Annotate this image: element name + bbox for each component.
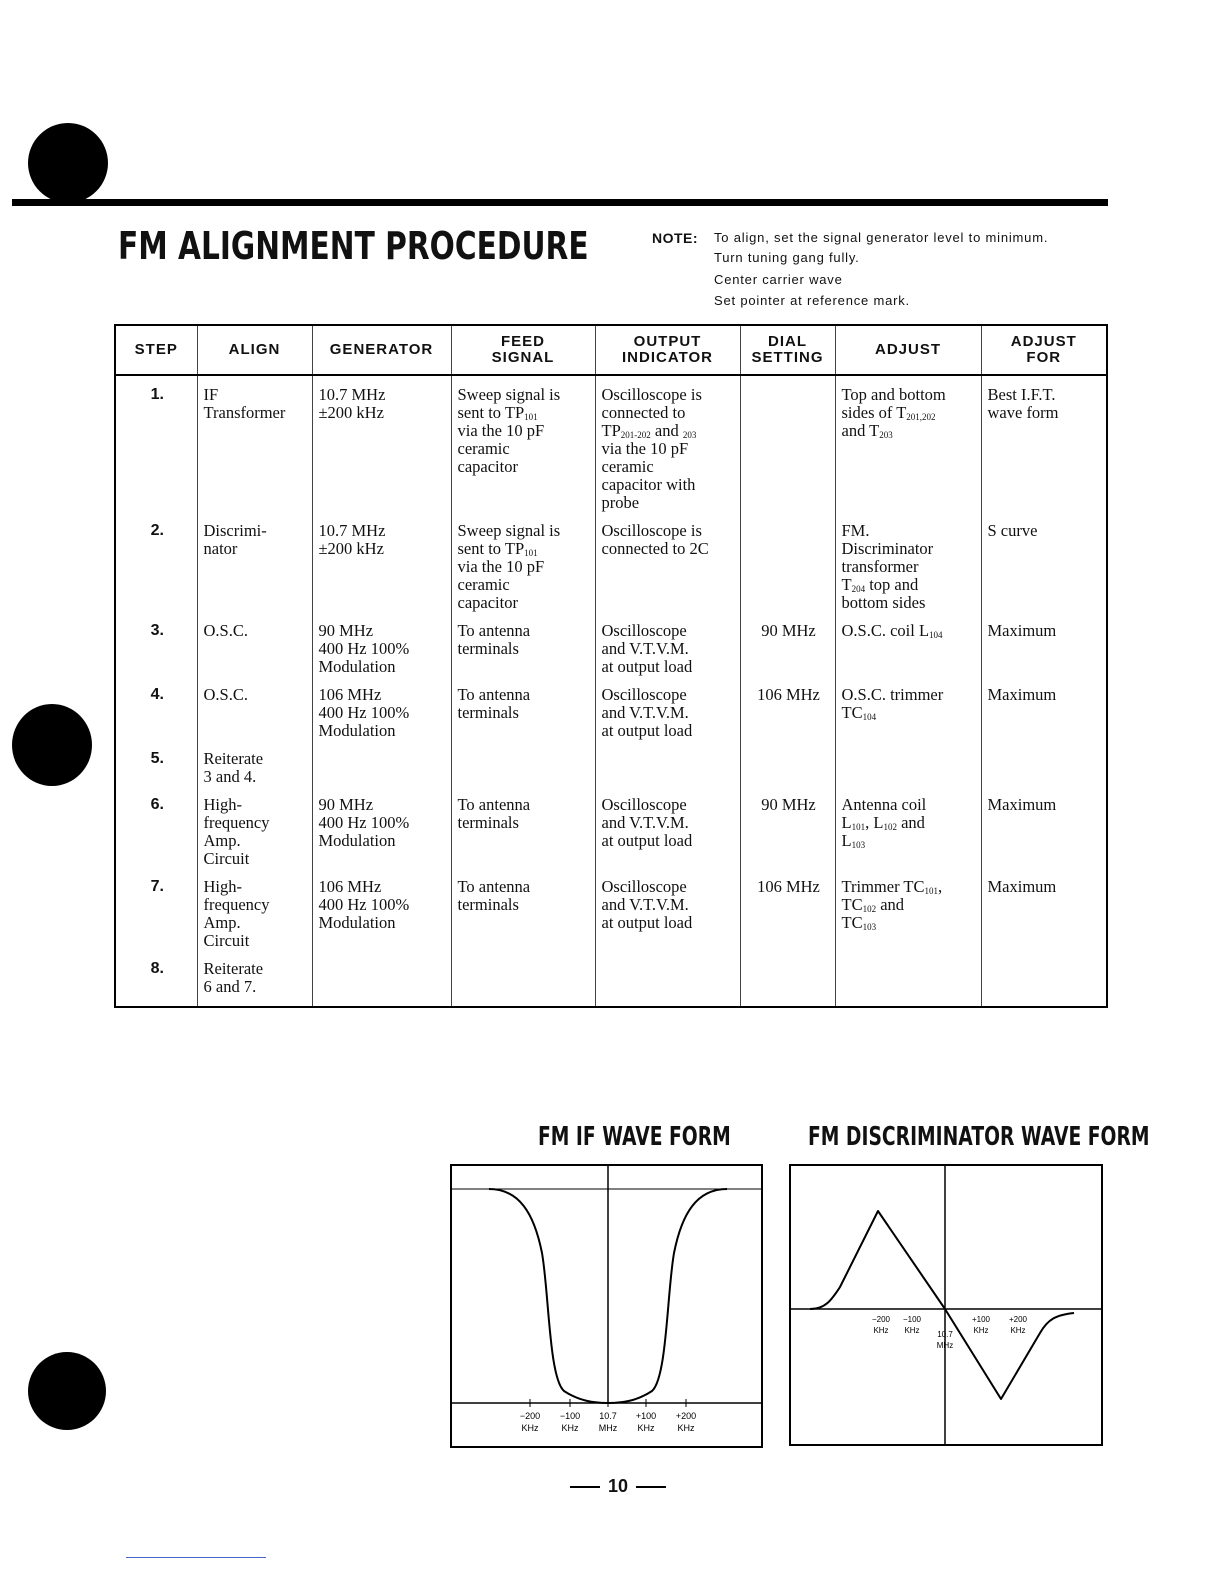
step-cell: 5. <box>150 750 164 767</box>
note-line: Center carrier wave <box>714 272 843 287</box>
generator-cell <box>312 960 451 1007</box>
table-row <box>115 522 1107 622</box>
disc-wave-tick-label: −100 <box>902 1315 922 1324</box>
generator-cell: 106 MHz 400 Hz 100% Modulation <box>312 686 451 750</box>
output-indicator-cell: Oscilloscope and V.T.V.M. at output load <box>595 622 740 686</box>
table-row <box>115 622 1107 686</box>
if-wave-tick-label: −200 <box>519 1411 541 1421</box>
adjust-for-cell: S curve <box>981 522 1107 622</box>
disc-wave-tick-label: +200 <box>1008 1315 1028 1324</box>
adjust-cell: Top and bottom sides of $T_{201,202}$ and $T_{203}$ <box>835 375 981 522</box>
feed-signal-cell: To antenna terminals <box>451 686 595 750</box>
dial-setting-cell: 90 MHz <box>740 622 835 686</box>
if-wave-tick-unit: KHz <box>561 1423 579 1433</box>
disc-wave-center-unit: MHz <box>936 1341 954 1350</box>
generator-cell: 90 MHz 400 Hz 100% Modulation <box>312 796 451 878</box>
table-row <box>115 960 1107 1007</box>
step-cell: 4. <box>150 686 164 703</box>
dial-setting-cell <box>740 750 835 796</box>
col-header-generator: GENERATOR <box>312 325 451 375</box>
feed-signal-cell: Sweep signal is sent to $TP_{101}$ via the 10 pF ceramic capacitor <box>451 375 595 522</box>
adjust-for-cell: Maximum <box>981 878 1107 960</box>
adjust-cell: O.S.C. trimmer $TC_{104}$ <box>835 686 981 750</box>
generator-cell <box>312 750 451 796</box>
disc-wave-frame <box>790 1165 1102 1445</box>
step-cell: 7. <box>150 878 164 895</box>
binder-hole-bottom <box>28 1352 106 1430</box>
feed-signal-cell <box>451 750 595 796</box>
if-wave-chart <box>449 1163 765 1451</box>
if-wave-tick-label: −100 <box>559 1411 581 1421</box>
disc-wave-label-group <box>872 1315 1028 1350</box>
disc-wave-center-label: 10.7 <box>937 1330 953 1339</box>
col-header-dial-setting: DIAL SETTING <box>740 325 835 375</box>
step-cell: 8. <box>150 960 164 977</box>
table-row <box>115 686 1107 750</box>
binder-hole-middle <box>12 704 92 786</box>
output-indicator-cell: Oscilloscope is connected to 2C <box>595 522 740 622</box>
align-cell: IF Transformer <box>197 375 312 522</box>
note-line: To align, set the signal generator level to minimum. <box>714 230 1049 245</box>
align-cell: Reiterate 6 and 7. <box>197 960 312 1007</box>
adjust-cell <box>835 960 981 1007</box>
disc-wave-s-curve <box>810 1211 1074 1399</box>
page-title: FM ALIGNMENT PROCEDURE <box>118 224 589 268</box>
step-cell: 1. <box>150 386 164 403</box>
feed-signal-cell: To antenna terminals <box>451 796 595 878</box>
page-number <box>562 1476 674 1497</box>
step-cell: 3. <box>150 622 164 639</box>
col-header-adjust-for: ADJUST FOR <box>981 325 1107 375</box>
if-wave-tick-unit: KHz <box>637 1423 655 1433</box>
note-label: NOTE: <box>652 230 699 246</box>
generator-cell: 90 MHz 400 Hz 100% Modulation <box>312 622 451 686</box>
generator-cell: 10.7 MHz ±200 kHz <box>312 522 451 622</box>
output-indicator-cell: Oscilloscope and V.T.V.M. at output load <box>595 878 740 960</box>
output-indicator-cell: Oscilloscope is connected to $TP_{201-202}$ and $_{203}$ via the 10 pF ceramic capacitor with probe <box>595 375 740 522</box>
if-wave-tick-unit: KHz <box>677 1423 695 1433</box>
disc-wave-tick-label: +100 <box>971 1315 991 1324</box>
output-indicator-cell <box>595 960 740 1007</box>
adjust-for-cell <box>981 750 1107 796</box>
feed-signal-cell: To antenna terminals <box>451 878 595 960</box>
disc-wave-title: FM DISCRIMINATOR WAVE FORM <box>808 1122 1150 1152</box>
table-row <box>115 750 1107 796</box>
col-header-feed-signal: FEED SIGNAL <box>451 325 595 375</box>
disc-wave-tick-label: −200 <box>871 1315 891 1324</box>
if-wave-tick-label: +200 <box>675 1411 697 1421</box>
dial-setting-cell: 106 MHz <box>740 686 835 750</box>
if-wave-tick-unit: MHz <box>598 1423 618 1433</box>
table-row <box>115 878 1107 960</box>
table-header-row <box>115 325 1107 375</box>
step-cell: 2. <box>150 522 164 539</box>
adjust-cell: O.S.C. coil $L_{104}$ <box>835 622 981 686</box>
adjust-cell: Antenna coil $L_{101}$, $L_{102}$ and $L_{103}$ <box>835 796 981 878</box>
table-row <box>115 375 1107 522</box>
align-cell: Discrimi- nator <box>197 522 312 622</box>
page-number-dash <box>636 1486 666 1488</box>
feed-signal-cell <box>451 960 595 1007</box>
adjust-for-cell: Maximum <box>981 686 1107 750</box>
feed-signal-cell: Sweep signal is sent to $TP_{101}$ via the 10 pF ceramic capacitor <box>451 522 595 622</box>
if-wave-tick-unit: KHz <box>521 1423 539 1433</box>
adjust-for-cell: Best I.F.T. wave form <box>981 375 1107 522</box>
if-wave-frame <box>451 1165 762 1447</box>
adjust-for-cell: Maximum <box>981 796 1107 878</box>
col-header-output-indicator: OUTPUT INDICATOR <box>595 325 740 375</box>
align-cell: High- frequency Amp. Circuit <box>197 796 312 878</box>
if-wave-title: FM IF WAVE FORM <box>538 1122 731 1152</box>
align-cell: High- frequency Amp. Circuit <box>197 878 312 960</box>
header-rule <box>12 199 1108 206</box>
note-line: Turn tuning gang fully. <box>714 250 860 265</box>
table-row <box>115 796 1107 878</box>
page-number-dash <box>570 1486 600 1488</box>
align-cell: Reiterate 3 and 4. <box>197 750 312 796</box>
dial-setting-cell: 90 MHz <box>740 796 835 878</box>
if-wave-tick-group <box>520 1399 696 1433</box>
binder-hole-top <box>28 123 108 203</box>
adjust-for-cell <box>981 960 1107 1007</box>
output-indicator-cell <box>595 750 740 796</box>
output-indicator-cell: Oscilloscope and V.T.V.M. at output load <box>595 796 740 878</box>
dial-setting-cell <box>740 375 835 522</box>
col-header-align: ALIGN <box>197 325 312 375</box>
disc-wave-tick-unit: KHz <box>1010 1326 1026 1335</box>
disc-wave-tick-unit: KHz <box>873 1326 889 1335</box>
adjust-cell <box>835 750 981 796</box>
step-cell: 6. <box>150 796 164 813</box>
disc-wave-tick-unit: KHz <box>973 1326 989 1335</box>
generator-cell: 10.7 MHz ±200 kHz <box>312 375 451 522</box>
generator-cell: 106 MHz 400 Hz 100% Modulation <box>312 878 451 960</box>
align-cell: O.S.C. <box>197 622 312 686</box>
dial-setting-cell <box>740 522 835 622</box>
feed-signal-cell: To antenna terminals <box>451 622 595 686</box>
alignment-table <box>114 324 1108 1008</box>
align-cell: O.S.C. <box>197 686 312 750</box>
col-header-adjust: ADJUST <box>835 325 981 375</box>
if-wave-tick-label: 10.7 <box>599 1411 617 1421</box>
col-header-step: STEP <box>115 325 197 375</box>
adjust-cell: FM. Discriminator transformer $T_{204}$ top and bottom sides <box>835 522 981 622</box>
if-wave-tick-label: +100 <box>635 1411 657 1421</box>
dial-setting-cell <box>740 960 835 1007</box>
adjust-for-cell: Maximum <box>981 622 1107 686</box>
output-indicator-cell: Oscilloscope and V.T.V.M. at output load <box>595 686 740 750</box>
table-body <box>115 375 1107 1007</box>
page-number-value: 10 <box>608 1476 629 1496</box>
adjust-cell: Trimmer $TC_{101}$, $TC_{102}$ and $TC_{103}$ <box>835 878 981 960</box>
footer-line <box>126 1557 266 1558</box>
disc-wave-tick-unit: KHz <box>904 1326 920 1335</box>
note-line: Set pointer at reference mark. <box>714 293 910 308</box>
disc-wave-chart <box>788 1163 1104 1447</box>
dial-setting-cell: 106 MHz <box>740 878 835 960</box>
